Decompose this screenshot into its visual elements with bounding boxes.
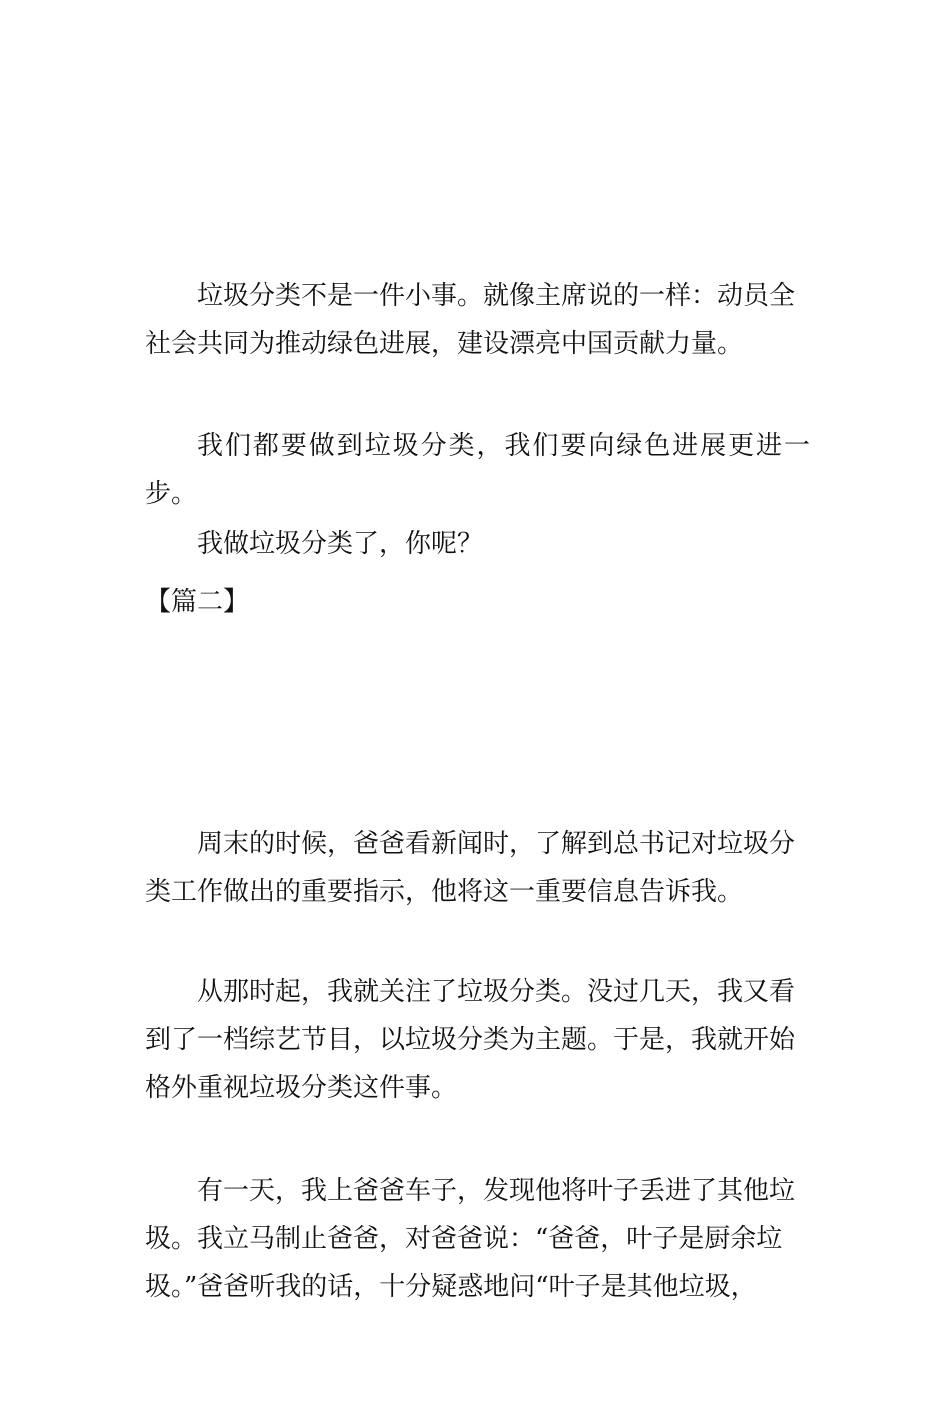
paragraph-line: 垃圾分类不是一件小事。就像主席说的一样：动员全	[197, 281, 796, 311]
paragraph-line: 我们都要做到垃圾分类，我们要向绿色进展更进一步。	[145, 431, 810, 509]
paragraph-line: 圾。我立马制止爸爸，对爸爸说：“爸爸，叶子是厨余垃	[145, 1224, 783, 1254]
paragraph-line: 到了一档综艺节目，以垃圾分类为主题。于是，我就开始	[145, 1025, 796, 1055]
paragraph-leaves-story	[145, 1071, 810, 1407]
section-heading: 【篇二】	[145, 587, 250, 617]
paragraph-question	[145, 424, 810, 664]
paragraph-line: 格外重视垃圾分类这件事。	[145, 1073, 458, 1103]
paragraph-line: 圾。”爸爸听我的话，十分疑惑地问“叶子是其他垃圾，	[145, 1272, 757, 1302]
paragraph-line: 我做垃圾分类了，你呢？	[197, 529, 484, 559]
paragraph-line: 类工作做出的重要指示，他将这一重要信息告诉我。	[145, 877, 744, 907]
paragraph-line: 从那时起，我就关注了垃圾分类。没过几天，我又看	[197, 977, 796, 1007]
paragraph-line: 周末的时候，爸爸看新闻时，了解到总书记对垃圾分	[197, 829, 796, 859]
paragraph-line: 社会共同为推动绿色进展，建设漂亮中国贡献力量。	[145, 329, 744, 359]
paragraph-line: 有一天，我上爸爸车子，发现他将叶子丢进了其他垃	[197, 1176, 796, 1206]
